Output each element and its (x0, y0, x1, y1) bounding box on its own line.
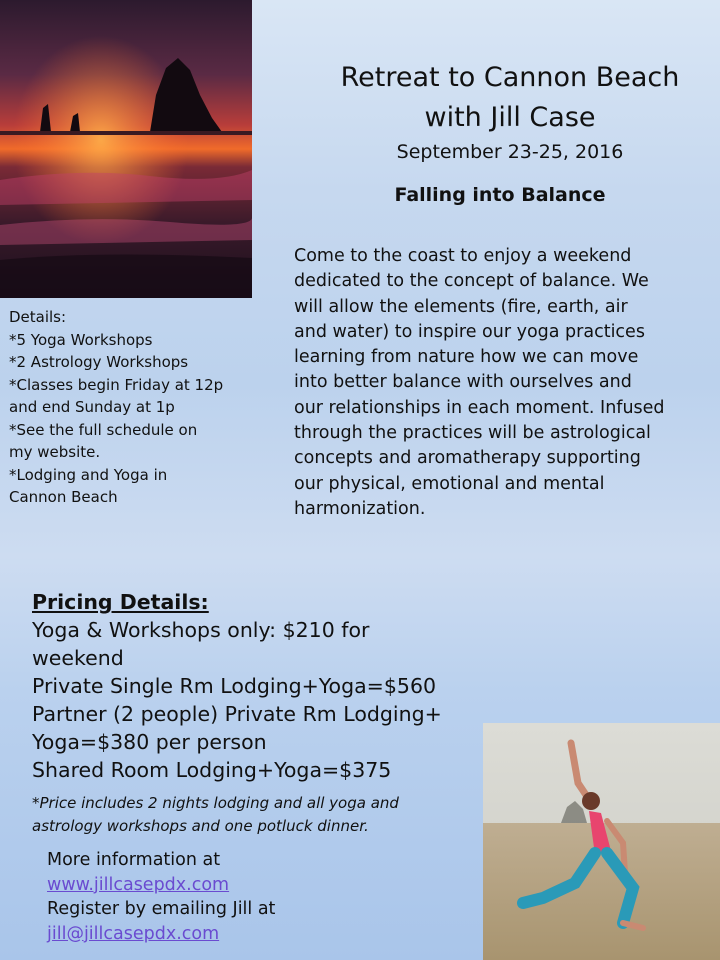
website-link[interactable]: www.jillcasepdx.com (47, 874, 230, 895)
details-list (9, 306, 269, 509)
retreat-subtitle: Falling into Balance (394, 184, 606, 206)
event-dates: September 23-25, 2016 (396, 141, 624, 163)
pricing-heading: Pricing Details: (32, 590, 209, 614)
pricing-note: *Price includes 2 nights lodging and all yoga and astrology workshops and one potluck dinner. (32, 794, 399, 835)
pricing-line: Private Single Rm Lodging+Yoga=$560 (32, 674, 437, 698)
sunset-beach-photo (0, 0, 252, 298)
details-item: *Lodging and Yoga in Cannon Beach (9, 465, 168, 506)
details-heading: Details: (9, 308, 67, 326)
pricing-line: Partner (2 people) Private Rm Lodging+ Yoga=$380 per person (32, 702, 442, 754)
pricing-line: Yoga & Workshops only: $210 for weekend (32, 618, 370, 670)
register-label: Register by emailing Jill at (47, 899, 276, 919)
pricing-line: Shared Room Lodging+Yoga=$375 (32, 758, 392, 782)
details-item: *5 Yoga Workshops (9, 330, 153, 349)
title-line-2: with Jill Case (424, 102, 596, 133)
retreat-description: Come to the coast to enjoy a weekend dedicated to the concept of balance. We will allow the elements (fire, earth, air and water) to inspire our yoga practices learning from nature how we can move into better balance with ourselves and our relationships in each moment. Infused through the practices will be astrological concepts and aromatherapy supporting our physical, emotional and mental harmonization. (294, 246, 665, 519)
email-link[interactable]: jill@jillcasepdx.com (47, 923, 220, 944)
yoga-beach-photo (483, 723, 720, 960)
title-line-1: Retreat to Cannon Beach (340, 62, 680, 93)
details-item: *2 Astrology Workshops (9, 353, 189, 371)
details-item: *Classes begin Friday at 12p and end Sunday at 1p (9, 375, 224, 416)
details-item: *See the full schedule on my website. (9, 420, 198, 461)
contact-section (47, 848, 467, 946)
pricing-section (32, 588, 472, 784)
more-info-label: More information at (47, 850, 221, 870)
